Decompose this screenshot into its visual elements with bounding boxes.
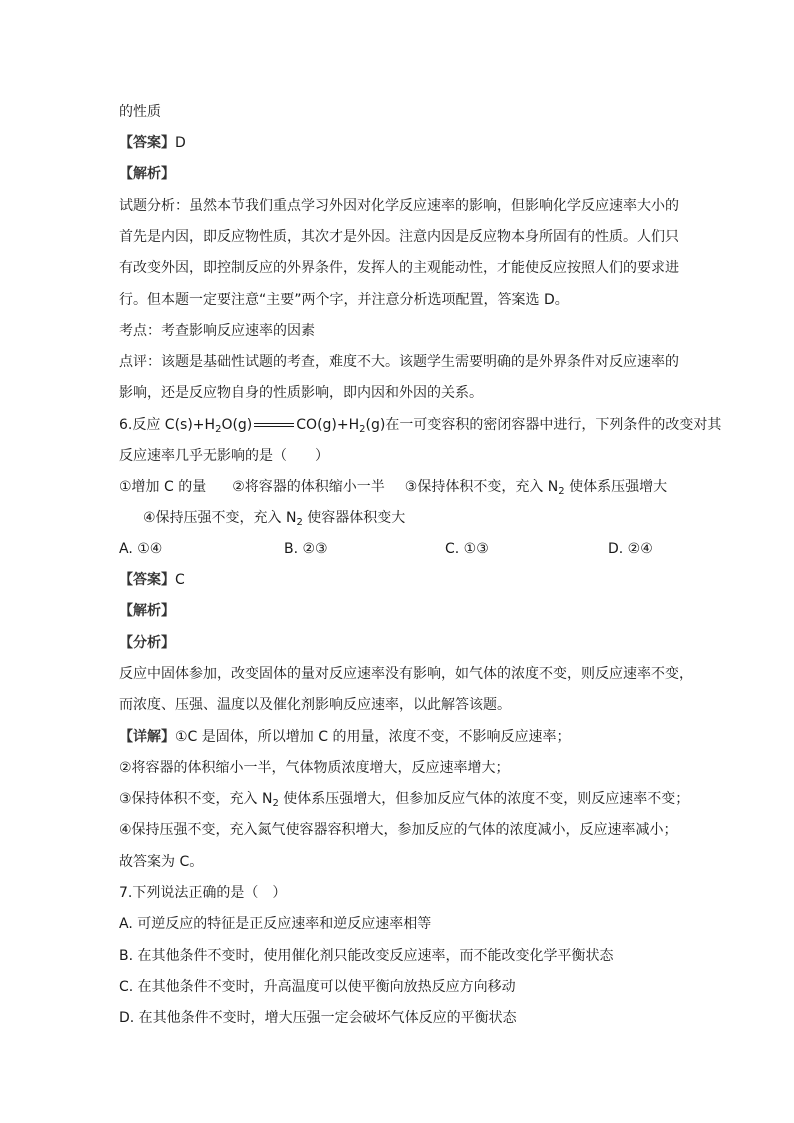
answer-tag: 【答案】 bbox=[119, 572, 175, 588]
q5-answer bbox=[119, 133, 186, 153]
q5-paragraph-3: 有改变外因，即控制反应的外界条件，发挥人的主观能动性，才能使反应按照人们的要求进 bbox=[119, 260, 679, 276]
q6-stem-line-2: 反应速率几乎无影响的是（ ） bbox=[119, 448, 329, 464]
q7-option-d: D. 在其他条件不变时，增大压强一定会破坏气体反应的平衡状态 bbox=[119, 1010, 517, 1026]
answer-value: C bbox=[175, 572, 185, 588]
q6-conditions-line-1 bbox=[119, 477, 667, 502]
xiangjie-tag: 【详解】 bbox=[119, 729, 175, 745]
q6-xiangjie-1 bbox=[119, 727, 570, 747]
q5-dianping-2: 影响，还是反应物自身的性质影响，即内因和外因的关系。 bbox=[119, 385, 483, 401]
q6-option-d: D. ②④ bbox=[608, 541, 653, 557]
subscript: 2 bbox=[296, 517, 303, 528]
q6-xiangjie-3 bbox=[119, 789, 689, 814]
q6-xiangjie-4: ④保持压强不变，充入氮气使容器容积增大，参加反应的气体的浓度减小，反应速率减小； bbox=[119, 822, 678, 838]
equilibrium-sign-icon bbox=[254, 423, 294, 427]
xiangjie-text: 使体系压强增大，但参加反应气体的浓度不变，则反应速率不变； bbox=[278, 791, 690, 807]
q6-analysis-tag: 【解析】 bbox=[119, 603, 175, 619]
subscript: 2 bbox=[359, 424, 366, 435]
q6-answer bbox=[119, 570, 185, 590]
q5-dianping-1: 点评：该题是基础性试题的考查，难度不大。该题学生需要明确的是外界条件对反应速率的 bbox=[119, 354, 679, 370]
condition-1: ①增加 C 的量 bbox=[119, 479, 207, 495]
subscript: 2 bbox=[272, 798, 279, 809]
q5-tail-text: 的性质 bbox=[119, 104, 161, 120]
q6-xiangjie-2: ②将容器的体积缩小一半，气体物质浓度增大，反应速率增大； bbox=[119, 760, 510, 776]
answer-tag: 【答案】 bbox=[119, 135, 175, 151]
q7-option-a: A. 可逆反应的特征是正反应速率和逆反应速率相等 bbox=[119, 916, 432, 932]
q6-stem-line-1 bbox=[119, 415, 721, 440]
q6-fenxi-tag: 【分析】 bbox=[119, 635, 175, 651]
q5-paragraph-4: 行。但本题一定要注意“主要”两个字，并注意分析选项配置，答案选 D。 bbox=[119, 292, 569, 308]
q6-option-c: C. ①③ bbox=[445, 541, 489, 557]
q6-option-a: A. ①④ bbox=[119, 541, 163, 557]
q7-option-c: C. 在其他条件不变时，升高温度可以使平衡向放热反应方向移动 bbox=[119, 979, 516, 995]
xiangjie-text: ①C 是固体，所以增加 C 的用量，浓度不变，不影响反应速率； bbox=[175, 729, 571, 745]
q6-stem-text: (g)在一可变容积的密闭容器中进行，下列条件的改变对其 bbox=[365, 417, 722, 433]
q6-option-b: B. ②③ bbox=[284, 541, 328, 557]
answer-value: D bbox=[175, 135, 186, 151]
q7-stem: 7.下列说法正确的是（ ） bbox=[119, 885, 287, 901]
q6-number: 6.反应 C(s)+H bbox=[119, 417, 216, 433]
condition-2: ②将容器的体积缩小一半 bbox=[232, 479, 385, 495]
formula-text: O(g) bbox=[221, 417, 253, 433]
condition-text: 使体系压强增大 bbox=[564, 479, 668, 495]
formula-text: CO(g)+H bbox=[296, 417, 360, 433]
q6-fenxi-1: 反应中固体参加，改变固体的量对反应速率没有影响，如气体的浓度不变，则反应速率不变， bbox=[119, 666, 693, 682]
q7-option-b: B. 在其他条件不变时，使用催化剂只能改变反应速率，而不能改变化学平衡状态 bbox=[119, 948, 614, 964]
condition-3 bbox=[405, 479, 667, 495]
subscript: 2 bbox=[558, 486, 565, 497]
condition-text: 使容器体积变大 bbox=[302, 510, 406, 526]
q6-fenxi-2: 而浓度、压强、温度以及催化剂影响反应速率，以此解答该题。 bbox=[119, 697, 511, 713]
q5-paragraph-1: 试题分析：虽然本节我们重点学习外因对化学反应速率的影响，但影响化学反应速率大小的 bbox=[119, 198, 679, 214]
condition-4 bbox=[143, 508, 405, 533]
q5-paragraph-2: 首先是内因，即反应物性质，其次才是外因。注意内因是反应物本身所固有的性质。人们只 bbox=[119, 229, 679, 245]
condition-text: ④保持压强不变，充入 N bbox=[143, 510, 297, 526]
xiangjie-text: ③保持体积不变，充入 N bbox=[119, 791, 273, 807]
q6-conclusion: 故答案为 C。 bbox=[119, 854, 204, 870]
q5-analysis-tag: 【解析】 bbox=[119, 166, 175, 182]
condition-text: ③保持体积不变，充入 N bbox=[404, 479, 559, 495]
q5-kaodian: 考点：考查影响反应速率的因素 bbox=[119, 323, 315, 339]
subscript: 2 bbox=[215, 424, 222, 435]
